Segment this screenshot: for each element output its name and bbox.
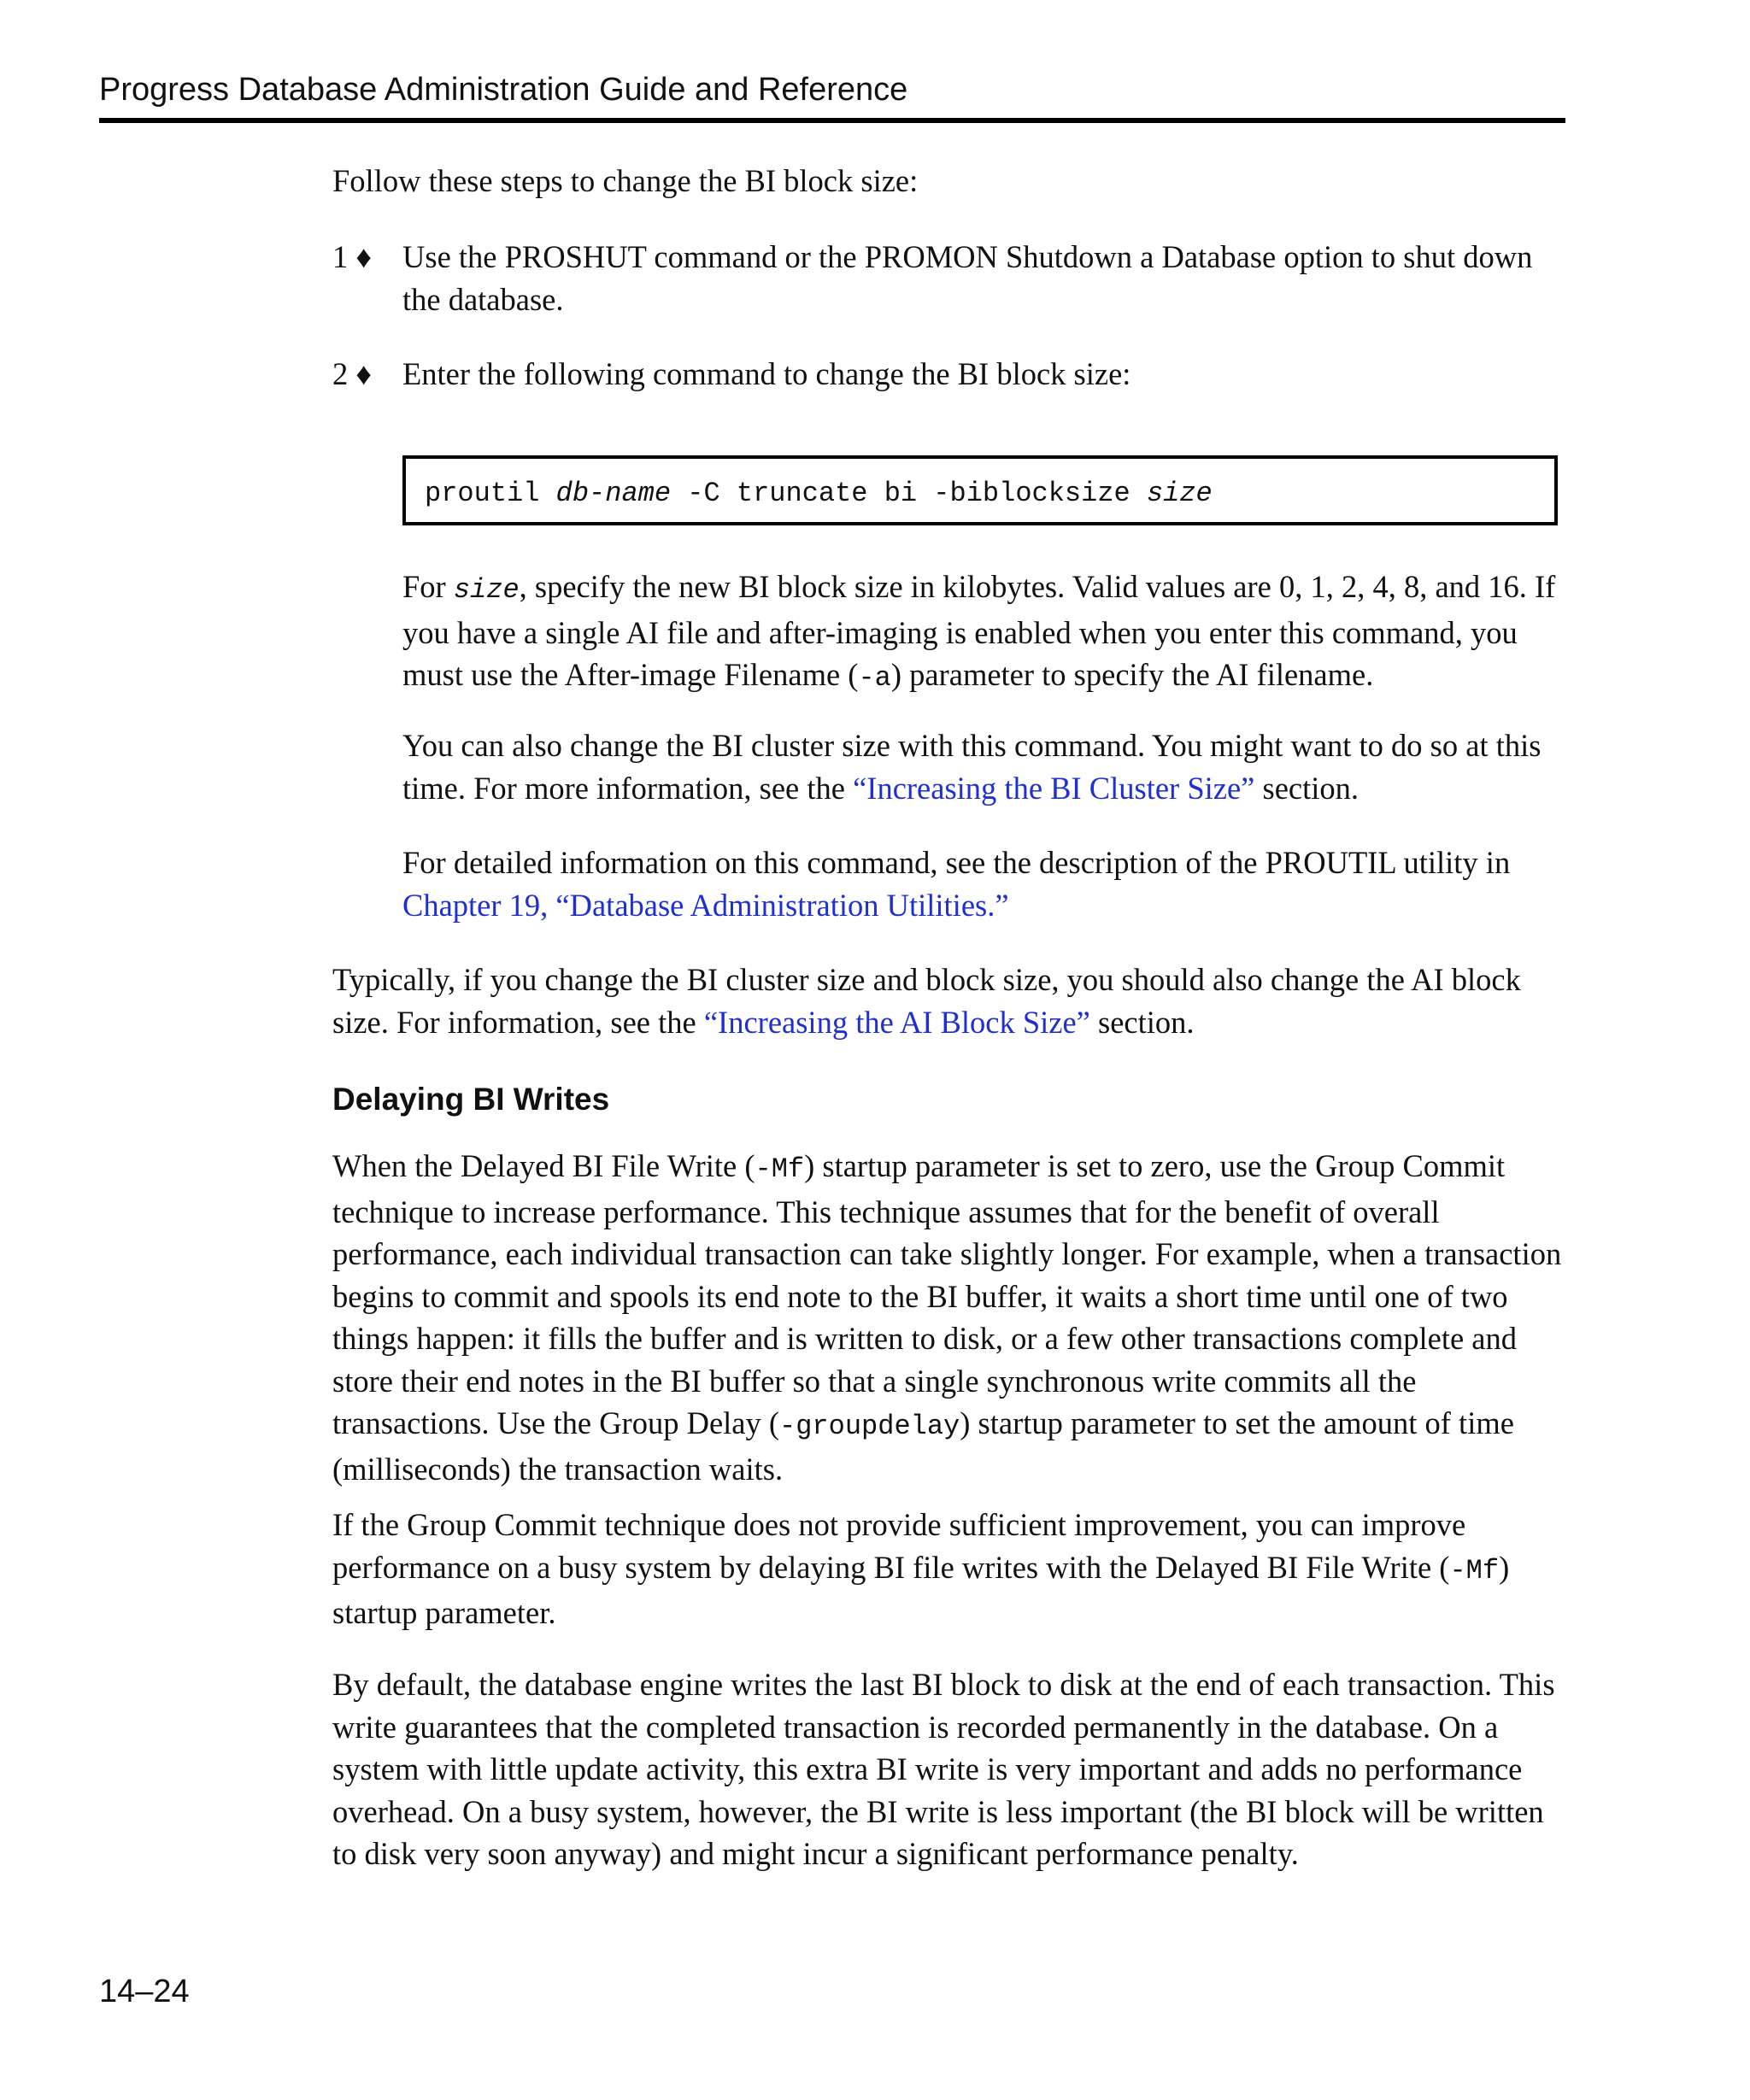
command-options: -C truncate bi -biblocksize — [671, 478, 1147, 509]
link-increasing-bi-cluster-size[interactable]: “Increasing the BI Cluster Size” — [853, 770, 1255, 806]
command-keyword: proutil — [425, 478, 556, 509]
step-1-number: 1 ♦ — [332, 239, 372, 274]
a-param-code: -a — [858, 662, 891, 694]
mf-code: -Mf — [755, 1153, 805, 1185]
size-paragraph: For size, specify the new BI block size in kilobytes. Valid values are 0, 1, 2, 4, 8, and 16. If you have a single AI file and after-imaging is enabled when you enter this command, you must use the After-image Filename (-a) parameter to specify the AI filename. — [402, 569, 1556, 694]
typical-paragraph: Typically, if you change the BI cluster size and block size, you should also change the AI block size. For information, see the “Increasing the AI Block Size” section. — [332, 962, 1521, 1040]
page-number: 14–24 — [99, 1974, 190, 2009]
delay-paragraph-3: By default, the database engine writes the last BI block to disk at the end of each transaction. This write guarantees that the completed transaction is recorded permanently in the database. On a system with little update activity, this extra BI write is very important and adds no performance overhead. On a busy system, however, the BI write is less important (the BI block will be written to disk very soon anyway) and might incur a significant performance penalty. — [332, 1667, 1555, 1871]
detail-paragraph: For detailed information on this command, see the description of the PROUTIL utility in Chapter 19, “Database Administration Utilities.” — [402, 845, 1511, 923]
step-1-text: Use the PROSHUT command or the PROMON Shutdown a Database option to shut down the database. — [402, 239, 1533, 317]
cluster-paragraph: You can also change the BI cluster size with this command. You might want to do so at this time. For more information, see the “Increasing the BI Cluster Size” section. — [402, 728, 1542, 806]
link-chapter-19[interactable]: Chapter 19, “Database Administration Utilities.” — [402, 887, 1009, 923]
section-heading: Delaying BI Writes — [332, 1082, 610, 1117]
size-code: size — [453, 574, 520, 606]
mf-code-2: -Mf — [1449, 1554, 1500, 1587]
link-increasing-ai-block-size[interactable]: “Increasing the AI Block Size” — [703, 1004, 1090, 1040]
groupdelay-code: -groupdelay — [779, 1411, 960, 1442]
delay-paragraph-2: If the Group Commit technique does not provide sufficient improvement, you can improve performance on a busy system by delaying BI file writes with the Delayed BI File Write (-Mf) startup parameter. — [332, 1507, 1510, 1630]
command-syntax-box — [402, 455, 1558, 525]
intro-paragraph: Follow these steps to change the BI block size: — [332, 163, 919, 198]
step-2-text: Enter the following command to change the BI block size: — [402, 356, 1131, 391]
running-header: Progress Database Administration Guide and Reference — [99, 68, 1565, 123]
command-size-placeholder: size — [1146, 478, 1213, 509]
step-2-number: 2 ♦ — [332, 356, 372, 391]
delay-paragraph-1: When the Delayed BI File Write (-Mf) startup parameter is set to zero, use the Group Commit technique to increase performance. This technique assumes that for the benefit of overall performance, each individual transaction can take slightly longer. For example, when a transaction begins to commit and spools its end note to the BI buffer, it waits a short time until one of two things happen: it fills the buffer and is written to disk, or a few other transactions complete and store their end notes in the BI buffer so that a single synchronous write commits all the transactions. Use the Group Delay (-groupdelay) startup parameter to set the amount of time (milliseconds) the transaction waits. — [332, 1148, 1562, 1487]
command-dbname-placeholder: db-name — [555, 478, 672, 509]
